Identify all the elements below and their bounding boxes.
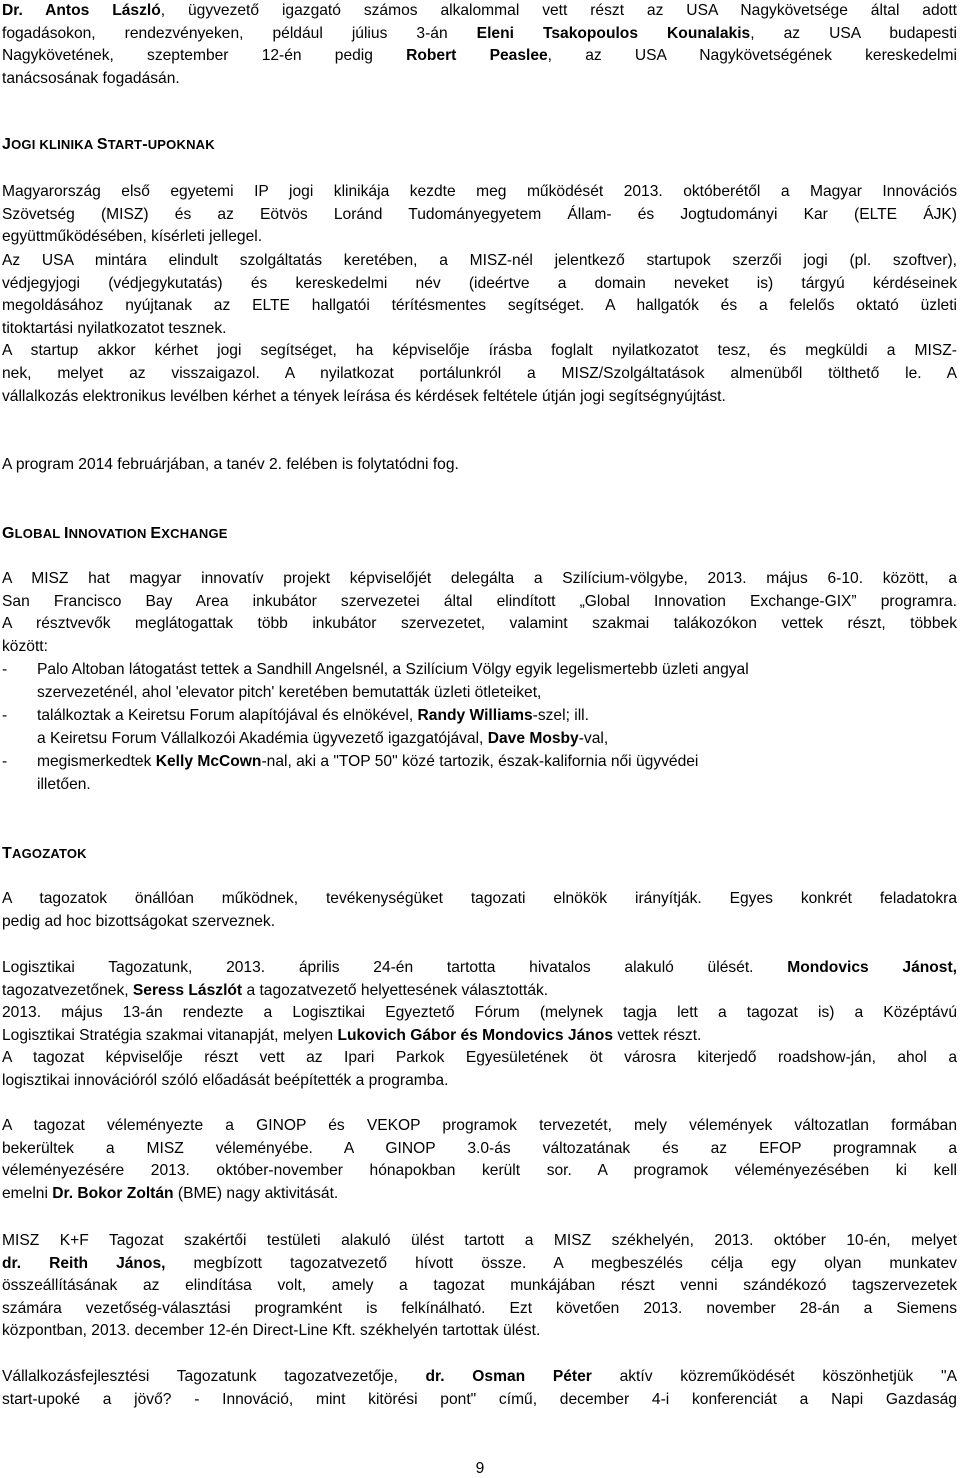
tagozatok-paragraph-5: Vállalkozásfejlesztési Tagozatunk tagozatvezetője, dr. Osman Péter aktív közreműködését köszönhetjük "A start-upoké a jövő? - Innováció, mint kitörési pont" című, december 4-i konferenciát a Napi Gazdaság <box>2 1368 957 1408</box>
section-heading-tagozatok: TAGOZATOK <box>2 845 87 862</box>
jogi-klinika-paragraph-1: Magyarország első egyetemi IP jogi klinikája kezdte meg működését 2013. októberétől a Magyar Innovációs Szövetség (MISZ) és az Eötvös Loránd Tudományegyetem Állam- és Jogtudományi Kar (ELTE ÁJK) együttműködésében, kísérleti jellegel. <box>2 183 957 246</box>
gix-paragraph-1: A MISZ hat magyar innovatív projekt képviselőjét delegálta a Szilícium-völgybe, 2013. május 6-10. között, a San Francisco Bay Area inkubátor szervezetei által elindított „Global Innovation Exchange-GIX” programra. A résztvevők meglátogattak több inkubátor szervezetet, valamint szakmai talákozókon vettek részt, többek között: <box>2 570 957 655</box>
section-heading-jogi-klinika: JOGI KLINIKA START-UPOKNAK <box>2 136 215 153</box>
intro-line-4: tanácsosának fogadásán. <box>2 69 180 87</box>
tagozatok-paragraph-1: A tagozatok önállóan működnek, tevékenységüket tagozati elnökök irányítják. Egyes konkrét feladatokra pedig ad hoc bizottságokat szerveznek. <box>2 890 957 930</box>
tagozatok-paragraph-3: A tagozat véleményezte a GINOP és VEKOP programok tervezetét, mely vélemények változatlan formában bekerültek a MISZ véleményébe. A GINOP 3.0-ás változatának és az EFOP programnak a véleményezésére 2013. október-november hónapokban került sor. A programok véleményezésében ki kell emelni Dr. Bokor Zoltán (BME) nagy aktivitását. <box>2 1117 957 1202</box>
intro-line-1: Dr. Antos László, ügyvezető igazgató számos alkalommal vett részt az USA Nagykövetsége által adott <box>2 2 957 19</box>
jogi-klinika-paragraph-3: A program 2014 februárjában, a tanév 2. felében is folytatódni fog. <box>2 456 459 473</box>
intro-line-3: Nagykövetének, szeptember 12-én pedig Robert Peaslee, az USA Nagykövetségének kereskedelmi <box>2 47 957 65</box>
intro-line-2: fogadásokon, rendezvényeken, például július 3-án Eleni Tsakopoulos Kounalakis, az USA budapesti <box>2 24 957 42</box>
intro-paragraph <box>2 0 957 90</box>
tagozatok-paragraph-2: Logisztikai Tagozatunk, 2013. április 24-én tartotta hivatalos alakuló ülését. Mondovics Jánost, tagozatvezetőnek, Seress Lászlót a tagozatvezető helyettesének választották. 2013. május 13-án rendezte a Logisztikai Egyeztető Fórum (melynek tagja lett a tagozat is) a Középtávú Logisztikai Stratégia szakmai vitanapját, melyen Lukovich Gábor és Mondovics János vettek részt. A tagozat képviselője részt vett az Ipari Parkok Egyesületének öt városra kiterjedő roadshow-ján, ahol a logisztikai innovációról szóló előadását beépítették a programba. <box>2 959 957 1089</box>
section-heading-global-innovation-exchange: GLOBAL INNOVATION EXCHANGE <box>2 525 228 542</box>
jogi-klinika-paragraph-2: Az USA mintára elindult szolgáltatás keretében, a MISZ-nél jelentkező startupok szerzői jogi (pl. szoftver), védjegyjogi (védjegykutatás) és kereskedelmi név (ideértve a domain neveket is) tárgyú kérdéseinek megoldásához nyújtanak az ELTE hallgatói térítésmentes segítséget. A hallgatók és a felelős oktató üzleti titoktartási nyilatkozatot tesznek. A startup akkor kérhet jogi segítséget, ha képviselője írásba foglalt nyilatkozatot tesz, és megküldi a MISZ- nek, melyet az visszaigazol. A nyilatkozat portálunkról a MISZ/Szolgáltatások almenüből tölthető le. A vállalkozás elektronikus levélben kérhet a tények leírása és kérdések feltétele útján jogi segítségnyújtást. <box>2 252 957 405</box>
tagozatok-paragraph-4: MISZ K+F Tagozat szakértői testületi alakuló ülést tartott a MISZ székhelyén, 2013. október 10-én, melyet dr. Reith János, megbízott tagozatvezető hívott össze. A megbeszélés célja egy olyan munkatev összeállításának az elindítása volt, amely a tagozat munkájában részt venni szándékozó tagszervezetek számára vezetőség-választási programként is felkínálható. Ezt követően 2013. november 28-án a Siemens központban, 2013. december 12-én Direct-Line Kft. székhelyén tartottak ülést. <box>2 1232 957 1340</box>
page-number: 9 <box>475 1460 485 1477</box>
